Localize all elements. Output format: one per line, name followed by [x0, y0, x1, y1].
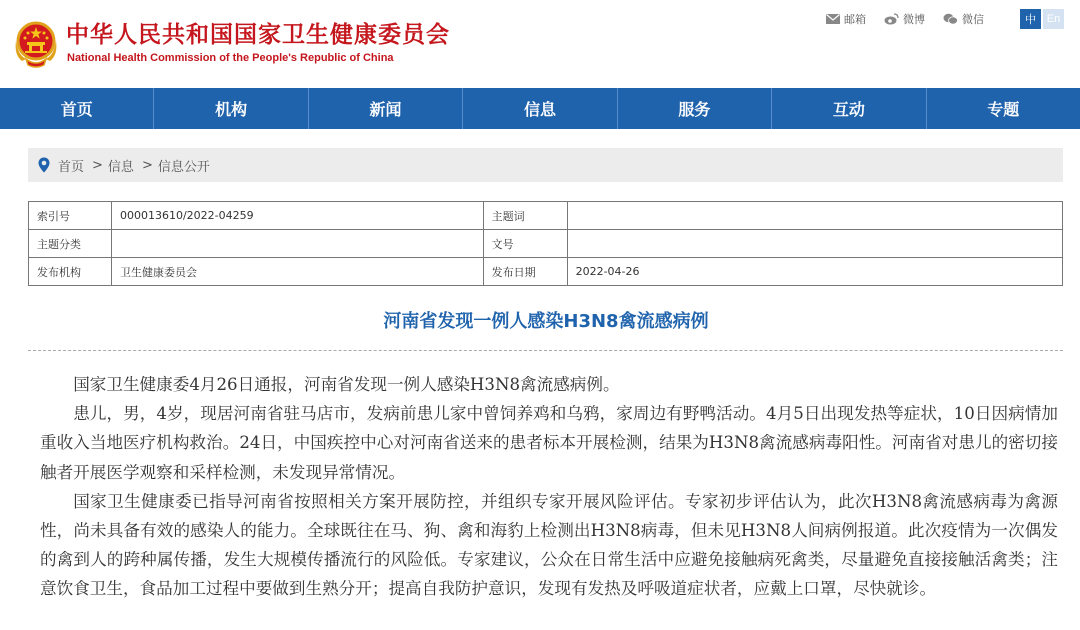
category-value [111, 230, 483, 258]
nav-item-topics[interactable]: 专题 [987, 100, 1020, 119]
index-number-label: 索引号 [29, 202, 112, 230]
weibo-icon [884, 13, 899, 25]
publish-date-value: 2022-04-26 [567, 258, 1062, 286]
article-title: 河南省发现一例人感染H3N8禽流感病例 [383, 311, 709, 332]
top-links [826, 12, 1002, 26]
wechat-link-label: 微信 [962, 13, 984, 26]
breadcrumb-separator: > [141, 157, 153, 173]
nav-item-information[interactable]: 信息 [463, 88, 617, 129]
divider [28, 350, 1063, 351]
wechat-icon [943, 13, 958, 25]
mail-link-label: 邮箱 [844, 13, 866, 26]
mail-icon [826, 14, 840, 24]
document-number-value [567, 230, 1062, 258]
nav-item-home[interactable]: 首页 [0, 88, 154, 129]
lang-english-button[interactable]: En [1043, 9, 1064, 29]
national-emblem-icon[interactable] [12, 15, 60, 69]
wechat-link[interactable] [943, 11, 984, 27]
weibo-link[interactable] [884, 11, 925, 27]
table-row [29, 230, 1063, 258]
nav-item-interaction[interactable]: 互动 [772, 88, 926, 129]
weibo-link-label: 微博 [903, 13, 925, 26]
keywords-label: 主题词 [483, 202, 567, 230]
document-number-label: 文号 [483, 230, 567, 258]
mail-link[interactable] [826, 11, 866, 27]
site-title-english[interactable]: National Health Commission of the People's Republic of China [67, 52, 394, 64]
nav-item-news[interactable]: 新闻 [309, 88, 463, 129]
publisher-value: 卫生健康委员会 [111, 258, 483, 286]
article-paragraph: 国家卫生健康委4月26日通报，河南省发现一例人感染H3N8禽流感病例。 [73, 375, 620, 394]
publish-date-label: 发布日期 [483, 258, 567, 286]
site-title[interactable]: 中华人民共和国国家卫生健康委员会 [66, 22, 450, 48]
table-row [29, 258, 1063, 286]
main-nav [0, 88, 1080, 129]
keywords-value [567, 202, 1062, 230]
index-number-value: 000013610/2022-04259 [111, 202, 483, 230]
breadcrumb-separator: > [92, 157, 103, 173]
breadcrumb [28, 148, 1063, 182]
breadcrumb-disclosure[interactable]: 信息公开 [157, 159, 210, 175]
table-row [29, 202, 1063, 230]
breadcrumb-home[interactable]: 首页 [58, 159, 85, 175]
category-label: 主题分类 [29, 230, 112, 258]
site-header [0, 0, 1080, 88]
article-body [40, 370, 1058, 604]
language-switcher [1020, 9, 1064, 29]
lang-chinese-button[interactable]: 中 [1020, 9, 1041, 29]
nav-item-organization[interactable]: 机构 [154, 88, 308, 129]
publisher-label: 发布机构 [29, 258, 112, 286]
breadcrumb-information[interactable]: 信息 [107, 159, 134, 175]
location-pin-icon [38, 157, 50, 173]
document-info-table [28, 201, 1063, 286]
nav-item-services[interactable]: 服务 [618, 88, 772, 129]
article-paragraph: 患儿，男，4岁，现居河南省驻马店市，发病前患儿家中曾饲养鸡和乌鸦，家周边有野鸭活动。4月5日出现发热等症状，10日因病情加重收入当地医疗机构救治。24日，中国疾控中心对河南省送来的患者标本开展检测，结果为H3N8禽流感病毒阳性。河南省对患儿的密切接触者开展医学观察和采样检测，未发现异常情况。 [40, 404, 1058, 482]
article-paragraph: 国家卫生健康委已指导河南省按照相关方案开展防控，并组织专家开展风险评估。专家初步评估认为，此次H3N8禽流感病毒为禽源性，尚未具备有效的感染人的能力。全球既往在马、狗、禽和海豹上检测出H3N8病毒，但未见H3N8人间病例报道。此次疫情为一次偶发的禽到人的跨种属传播，发生大规模传播流行的风险低。专家建议，公众在日常生活中应避免接触病死禽类，尽量避免直接接触活禽类；注意饮食卫生，食品加工过程中要做到生熟分开；提高自我防护意识，发现有发热及呼吸道症状者，应戴上口罩，尽快就诊。 [40, 491, 1058, 599]
